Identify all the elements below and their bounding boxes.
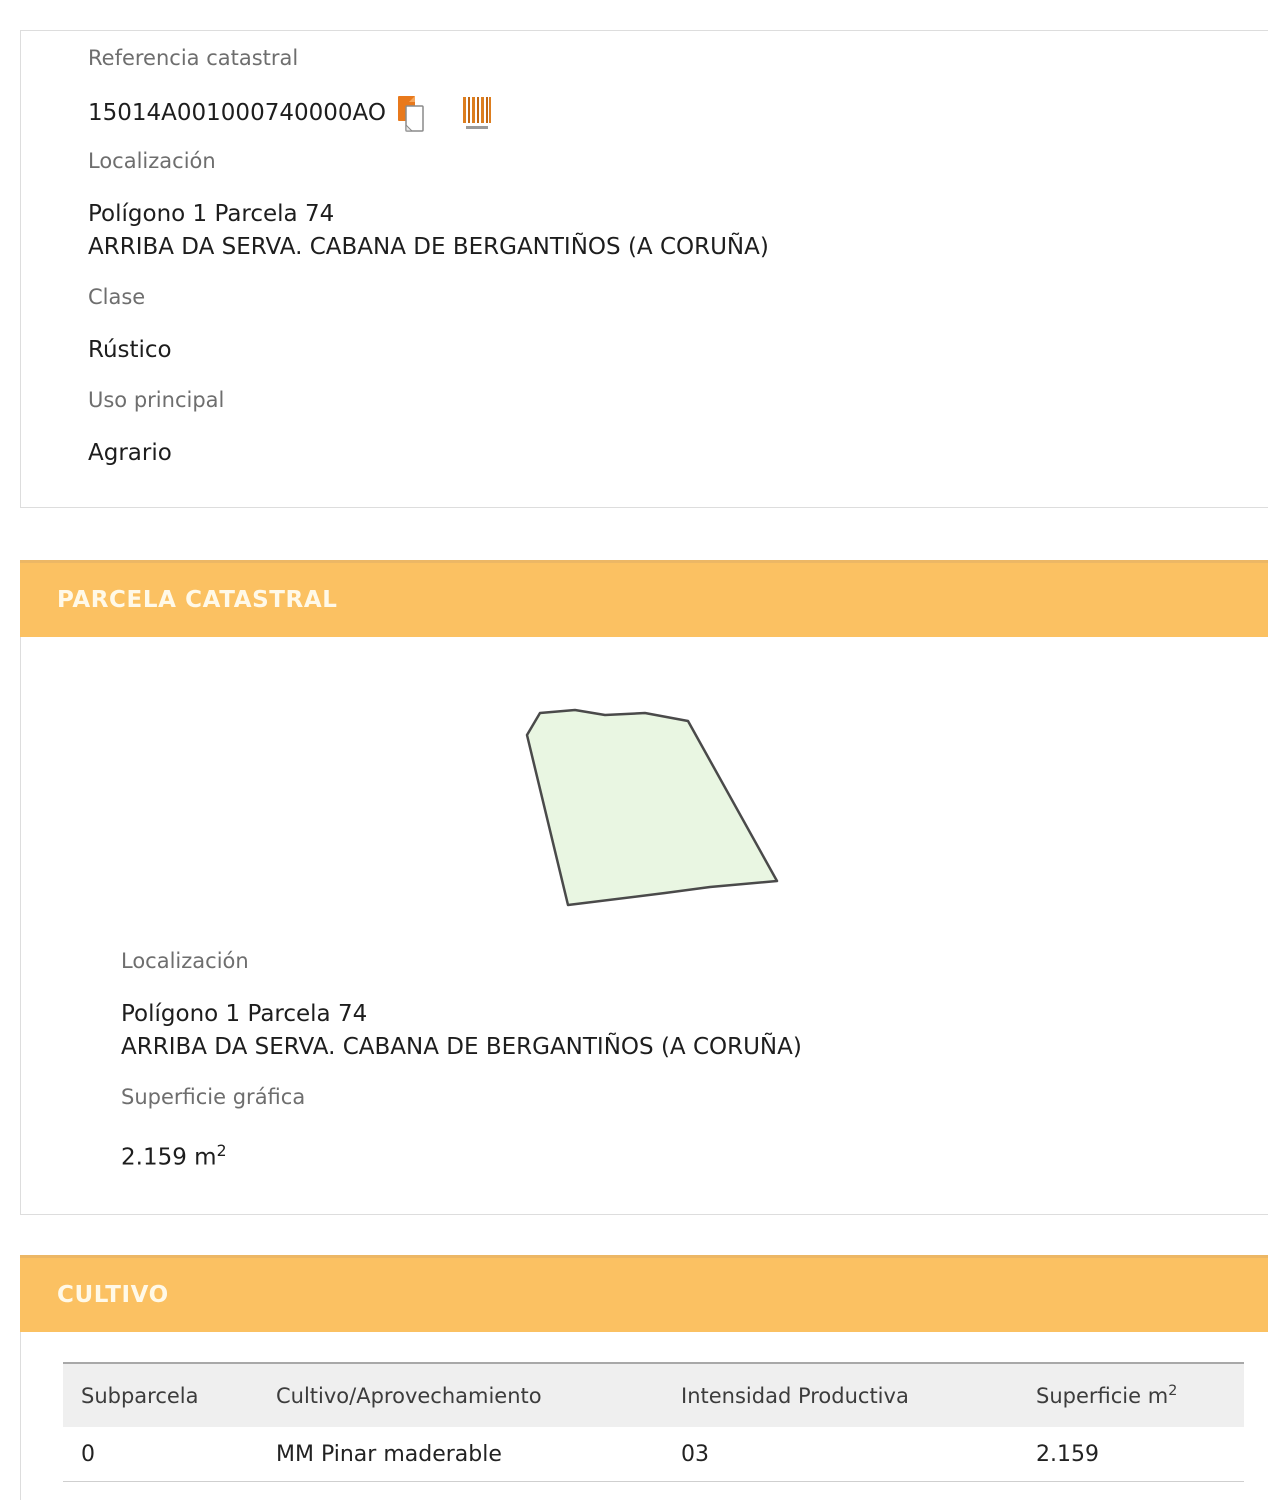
copy-document-icon[interactable] [396, 95, 426, 133]
cultivo-section-title: CULTIVO [57, 1282, 169, 1308]
header-subparcela: Subparcela [63, 1363, 276, 1428]
clase-value: Rústico [88, 337, 172, 363]
parcela-localizacion-line2: ARRIBA DA SERVA. CABANA DE BERGANTIÑOS (A CORUÑA) [121, 1034, 802, 1060]
cell-superficie: 2.159 [1036, 1442, 1099, 1468]
parcela-catastral-card [20, 637, 1268, 1215]
clase-label: Clase [88, 285, 146, 309]
uso-principal-value: Agrario [88, 440, 172, 466]
parcela-localizacion-value [121, 998, 1268, 1064]
localizacion-label: Localización [88, 149, 216, 173]
localizacion-line1: Polígono 1 Parcela 74 [88, 201, 335, 227]
cell-subparcela: 0 [81, 1442, 95, 1468]
barcode-icon[interactable] [462, 97, 492, 131]
superficie-superscript: 2 [216, 1141, 227, 1160]
cell-cultivo: MM Pinar maderable [276, 1442, 502, 1468]
referencia-catastral-label: Referencia catastral [88, 46, 299, 70]
parcela-localizacion-label: Localización [121, 949, 249, 973]
localizacion-line2: ARRIBA DA SERVA. CABANA DE BERGANTIÑOS (A CORUÑA) [88, 234, 769, 260]
referencia-catastral-value: 15014A001000740000AO [88, 100, 386, 126]
header-intensidad-productiva: Intensidad Productiva [681, 1363, 1036, 1428]
cultivo-table [63, 1362, 1244, 1482]
header-superficie: Superficie $m^2$ [1036, 1363, 1244, 1428]
parcela-section-title: PARCELA CATASTRAL [57, 587, 338, 613]
header-cultivo-aprovechamiento: Cultivo/Aprovechamiento [276, 1363, 681, 1428]
parcela-localizacion-line1: Polígono 1 Parcela 74 [121, 1001, 368, 1027]
superficie-grafica-label: Superficie gráfica [121, 1085, 306, 1109]
section-header-cultivo [20, 1255, 1268, 1332]
cultivo-table-header-row [63, 1363, 1244, 1428]
localizacion-value [88, 198, 1268, 264]
parcel-polygon [495, 693, 795, 923]
header-superficie-superscript: 2 [1168, 1383, 1178, 1399]
cultivo-card [20, 1332, 1268, 1500]
superficie-grafica-value: 2.159 $m^2$ [121, 1141, 227, 1171]
referencia-catastral-row [88, 95, 1268, 132]
section-header-parcela-catastral [20, 560, 1268, 637]
property-summary-card [20, 30, 1268, 508]
cultivo-table-row [63, 1428, 1244, 1481]
parcela-fields [21, 948, 1268, 1175]
uso-principal-label: Uso principal [88, 388, 225, 412]
cell-intensidad: 03 [681, 1442, 709, 1468]
